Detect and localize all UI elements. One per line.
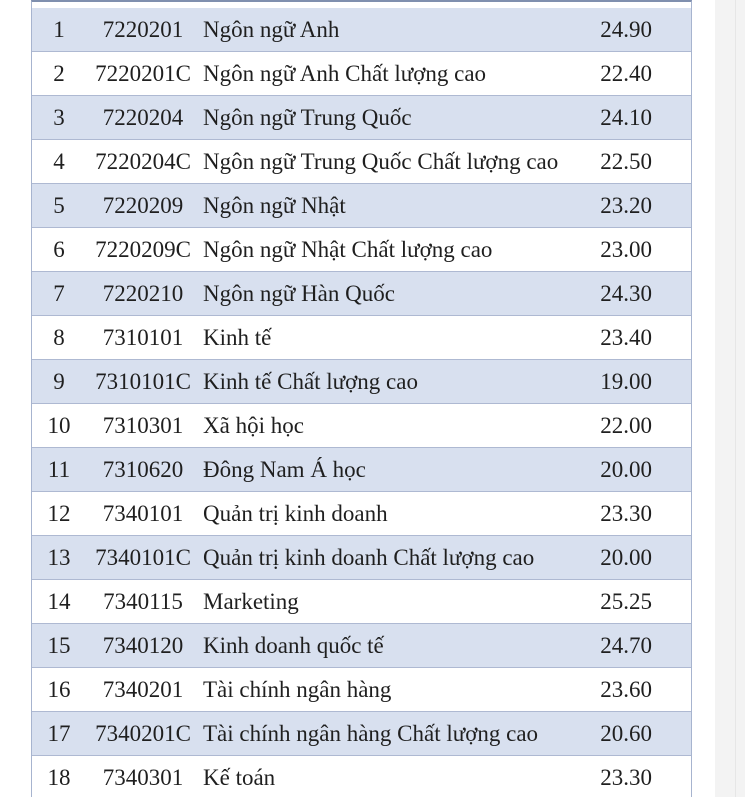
divider <box>735 0 736 797</box>
major-name: Ngôn ngữ Trung Quốc Chất lượng cao <box>203 149 559 174</box>
major-code: 7340201 <box>102 677 184 702</box>
major-code: 7310301 <box>102 413 184 438</box>
row-number: 16 <box>47 677 71 702</box>
major-code: 7220201 <box>102 17 184 42</box>
admission-score: 23.30 <box>600 501 652 526</box>
major-name: Xã hội học <box>203 413 304 438</box>
major-name: Ngôn ngữ Nhật Chất lượng cao <box>203 237 493 262</box>
table-row <box>32 8 691 52</box>
admission-score: 23.30 <box>600 765 652 790</box>
major-name: Kinh tế Chất lượng cao <box>203 369 418 394</box>
major-code: 7220204C <box>95 149 191 174</box>
row-number: 9 <box>53 369 65 394</box>
admission-score: 22.40 <box>600 61 652 86</box>
table-row <box>32 492 691 536</box>
major-code: 7220209 <box>102 193 184 218</box>
table-row <box>32 272 691 316</box>
major-code: 7310101 <box>102 325 184 350</box>
admission-score: 23.20 <box>600 193 652 218</box>
row-number: 13 <box>47 545 71 570</box>
admission-score: 20.00 <box>600 457 652 482</box>
row-number: 6 <box>53 237 65 262</box>
row-number: 1 <box>53 17 65 42</box>
admission-score: 20.00 <box>600 545 652 570</box>
major-name: Quản trị kinh doanh <box>203 501 388 526</box>
row-number: 12 <box>47 501 71 526</box>
table-row <box>32 184 691 228</box>
admission-score: 23.00 <box>600 237 652 262</box>
row-number: 3 <box>53 105 65 130</box>
admission-score: 24.30 <box>600 281 652 306</box>
admission-score: 23.60 <box>600 677 652 702</box>
table-row <box>32 536 691 580</box>
row-number: 8 <box>53 325 65 350</box>
row-number: 18 <box>47 765 71 790</box>
admission-score: 24.70 <box>600 633 652 658</box>
row-number: 17 <box>47 721 71 746</box>
table-row <box>32 624 691 668</box>
row-number: 15 <box>47 633 71 658</box>
table-row <box>32 448 691 492</box>
major-name: Ngôn ngữ Anh Chất lượng cao <box>203 61 487 86</box>
admission-score: 22.00 <box>600 413 652 438</box>
major-code: 7340201C <box>95 721 191 746</box>
admission-score: 24.90 <box>600 17 652 42</box>
major-code: 7310101C <box>95 369 191 394</box>
major-name: Marketing <box>203 589 299 614</box>
admission-score: 19.00 <box>600 369 652 394</box>
major-name: Ngôn ngữ Nhật <box>203 193 346 218</box>
admission-score: 25.25 <box>600 589 652 614</box>
table-row <box>32 316 691 360</box>
major-code: 7220209C <box>95 237 191 262</box>
table-row <box>32 756 691 797</box>
admission-score: 23.40 <box>600 325 652 350</box>
major-name: Kế toán <box>203 765 276 790</box>
row-number: 11 <box>47 457 71 482</box>
major-code: 7220210 <box>102 281 184 306</box>
major-name: Kinh doanh quốc tế <box>203 633 384 658</box>
row-number: 2 <box>53 61 65 86</box>
row-number: 10 <box>47 413 71 438</box>
row-number: 14 <box>47 589 71 614</box>
major-name: Đông Nam Á học <box>203 457 366 482</box>
major-name: Tài chính ngân hàng Chất lượng cao <box>203 721 539 746</box>
page-margin <box>715 0 745 797</box>
major-code: 7340101C <box>95 545 191 570</box>
major-code: 7220201C <box>95 61 191 86</box>
major-code: 7310620 <box>102 457 184 482</box>
admission-score: 24.10 <box>600 105 652 130</box>
table-row <box>32 360 691 404</box>
table-row <box>32 580 691 624</box>
row-number: 5 <box>53 193 65 218</box>
admission-score: 20.60 <box>600 721 652 746</box>
table-row <box>32 140 691 184</box>
major-name: Kinh tế <box>203 325 272 350</box>
row-number: 4 <box>53 149 65 174</box>
row-number: 7 <box>53 281 65 306</box>
major-name: Ngôn ngữ Anh <box>203 17 340 42</box>
major-code: 7340120 <box>102 633 184 658</box>
table-row <box>32 228 691 272</box>
major-code: 7340301 <box>102 765 184 790</box>
table-row <box>32 712 691 756</box>
major-code: 7340101 <box>102 501 184 526</box>
table-row <box>32 96 691 140</box>
major-name: Ngôn ngữ Trung Quốc <box>203 105 412 130</box>
major-code: 7220204 <box>102 105 184 130</box>
admission-score: 22.50 <box>600 149 652 174</box>
table-row <box>32 404 691 448</box>
table-row <box>32 668 691 712</box>
admission-scores-table <box>31 0 692 797</box>
table-row <box>32 52 691 96</box>
major-name: Quản trị kinh doanh Chất lượng cao <box>203 545 535 570</box>
major-code: 7340115 <box>103 589 183 614</box>
major-name: Tài chính ngân hàng <box>203 677 392 702</box>
major-name: Ngôn ngữ Hàn Quốc <box>203 281 395 306</box>
